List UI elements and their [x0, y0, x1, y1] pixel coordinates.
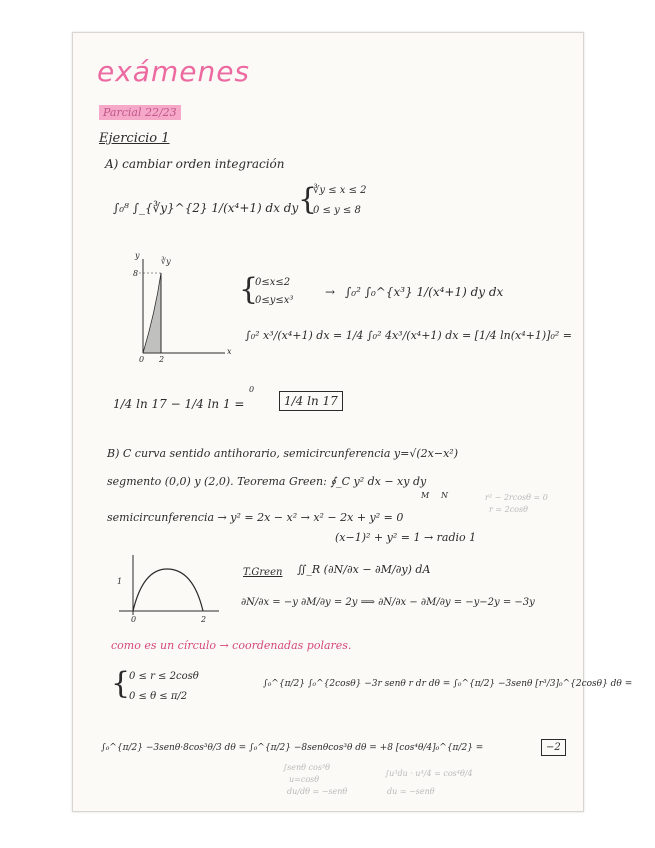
parcial-label: Parcial 22/23 — [99, 105, 181, 120]
part-a-heading: A) cambiar orden integración — [105, 157, 285, 171]
part-a-result-box: 1/4 ln 17 — [279, 391, 343, 411]
m-label: M — [421, 491, 430, 500]
circle-equation: (x−1)² + y² = 1 → radio 1 — [335, 531, 477, 544]
graph-a-tick-0: 0 — [139, 355, 145, 364]
part-a-integral-1: ∫₀⁸ ∫_{∛y}^{2} 1/(x⁴+1) dx dy — [113, 201, 299, 215]
region-2-line-2: 0≤y≤x³ — [255, 295, 294, 306]
result-zero: 0 — [249, 385, 255, 394]
region-3-line-1: 0 ≤ r ≤ 2cosθ — [129, 671, 199, 682]
part-b-heading: B) C curva sentido antihorario, semicircunferencia y=√(2x−x²) — [107, 447, 458, 460]
brace: { — [111, 666, 131, 701]
faint-note-4: ∫u³du · u⁴/4 = cos⁴θ/4 — [385, 769, 473, 778]
part-a-integral-3: ∫₀² x³/(x⁴+1) dx = 1/4 ∫₀² 4x³/(x⁴+1) dx = [1/4 ln(x⁴+1)]₀² = — [245, 329, 572, 342]
exam-sheet — [72, 32, 633, 812]
final-result-box: −2 — [541, 739, 566, 756]
region-3-line-2: 0 ≤ θ ≤ π/2 — [129, 691, 188, 702]
faint-note-3: du/dθ = −senθ — [287, 787, 348, 796]
faint-note-2: u=cosθ — [289, 775, 320, 784]
partial-derivatives: ∂N/∂x = −y ∂M/∂y = 2y ⟹ ∂N/∂x − ∂M/∂y = −y−2y = −3y — [241, 597, 535, 608]
part-b-segmento: segmento (0,0) y (2,0). Teorema Green: ∮_C y² dx − xy dy — [107, 475, 427, 488]
ejercicio-heading: Ejercicio 1 — [99, 131, 170, 146]
graph-a-tick-8: 8 — [133, 269, 139, 278]
tgreen-label: T.Green — [243, 567, 283, 578]
graph-a-y-label: y — [135, 251, 140, 260]
faint-note-5: du = −senθ — [387, 787, 435, 796]
last-integral: ∫₀^{π/2} −3senθ·8cos³θ/3 dθ = ∫₀^{π/2} −8senθcos³θ dθ = +8 [cos⁴θ/4]₀^{π/2} = — [101, 743, 484, 753]
polar-integral: ∫₀^{π/2} ∫₀^{2cosθ} −3r senθ r dr dθ = ∫₀^{π/2} −3senθ [r³/3]₀^{2cosθ} dθ = — [263, 679, 633, 689]
arrow: → — [325, 285, 336, 299]
graph-b-tick-0: 0 — [131, 615, 137, 624]
region-1-line-1: ∛y ≤ x ≤ 2 — [313, 185, 367, 196]
tgreen-formula: ∬_R (∂N/∂x − ∂M/∂y) dA — [297, 563, 431, 576]
region-1-line-2: 0 ≤ y ≤ 8 — [313, 205, 361, 216]
side-note-2: r = 2cosθ — [489, 505, 528, 514]
semicircle-graph — [115, 551, 223, 621]
brace: { — [298, 182, 318, 217]
semicircle-equation: semicircunferencia → y² = 2x − x² → x² − 2x + y² = 0 — [107, 511, 404, 524]
polar-note: como es un círculo → coordenadas polares. — [111, 639, 352, 652]
graph-a-x-label: x — [227, 347, 232, 356]
side-note-1: r² − 2rcosθ = 0 — [485, 493, 548, 502]
n-label: N — [441, 491, 448, 500]
part-a-result-line: 1/4 ln 17 − 1/4 ln 1 = — [113, 397, 245, 411]
graph-a-curve-label: ∛y — [161, 257, 171, 266]
faint-note-1: ∫senθ cos³θ — [283, 763, 330, 772]
graph-a-tick-2: 2 — [159, 355, 165, 364]
part-a-integral-2: ∫₀² ∫₀^{x³} 1/(x⁴+1) dy dx — [345, 285, 504, 299]
region-graph-a — [125, 253, 235, 365]
brace: { — [239, 272, 259, 307]
graph-b-tick-1: 1 — [117, 577, 123, 586]
region-2-line-1: 0≤x≤2 — [255, 277, 291, 288]
page-title: exámenes — [97, 55, 251, 88]
graph-b-tick-2: 2 — [201, 615, 207, 624]
